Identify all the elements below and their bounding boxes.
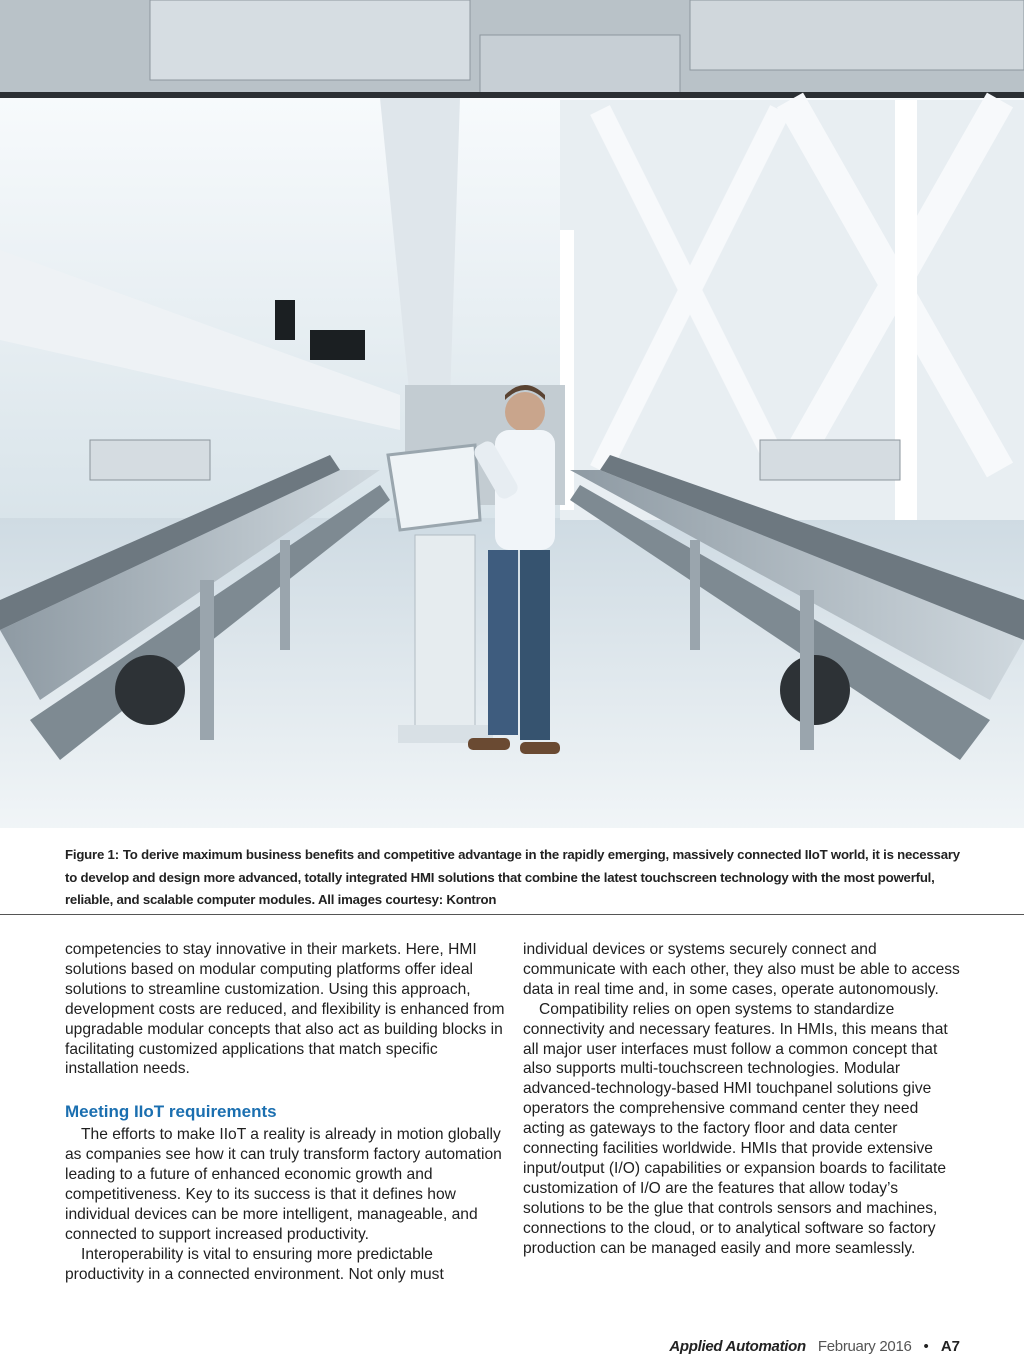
page-number: A7 (940, 1338, 960, 1355)
issue-date: February 2016 (817, 1338, 912, 1355)
right-column (523, 940, 963, 1259)
figure-caption (65, 844, 965, 912)
left-paragraph-3: Interoperability is vital to ensuring more predictable productivity in a connected environment. Not only must (65, 1245, 444, 1283)
publication-name: Applied Automation (669, 1338, 806, 1355)
left-paragraph-2: The efforts to make IIoT a reality is already in motion globally as companies see how it can truly transform factory automation leading to a future of enhanced economic growth and competitiveness. Key to its success is that it defines how individual devices can be more intelligent, manageable, and connected to support increased productivity. (65, 1126, 502, 1243)
caption-divider (0, 914, 1024, 915)
figure-label: Figure 1: (65, 847, 119, 862)
page-footer (669, 1338, 960, 1355)
left-paragraph-1: competencies to stay innovative in their markets. Here, HMI solutions based on modular computing platforms offer ideal solutions to streamline customization. Using this approach, development costs are reduced, and flexibility is enhanced from upgradable modular concepts that also act as building blocks in facilitating customized applications that match specific installation needs. (65, 941, 505, 1078)
right-paragraph-2: Compatibility relies on open systems to standardize connectivity and necessary features. In HMIs, this means that all major user interfaces must follow a common concept that also supports multi-touchscreen technologies. Modular advanced-technology-based HMI touchpanel solutions give operators the comprehensive command center they need acting as gateways to the factory floor and data center connecting facilities worldwide. HMIs that provide extensive input/output (I/O) capabilities or expansion boards to facilitate customization of I/O are the features that allow today’s solutions to be the glue that controls sensors and machines, connections to the cloud, or to analytical software so factory production can be managed easily and more seamlessly. (523, 1000, 948, 1257)
right-paragraph-1: individual devices or systems securely connect and communicate with each other, they also must be able to access data in real time and, in some cases, operate autonomously. (523, 941, 960, 998)
left-column (65, 940, 505, 1285)
footer-separator: • (923, 1338, 929, 1355)
figure-caption-text: To derive maximum business benefits and competitive advantage in the rapidly emerging, massively connected IIoT world, it is necessary to develop and design more advanced, totally integrated HMI solutions that combine the latest touchscreen technology with the most powerful, reliable, and scalable computer modules. All images courtesy: Kontron (65, 847, 960, 907)
section-heading: Meeting IIoT requirements (65, 1102, 277, 1122)
